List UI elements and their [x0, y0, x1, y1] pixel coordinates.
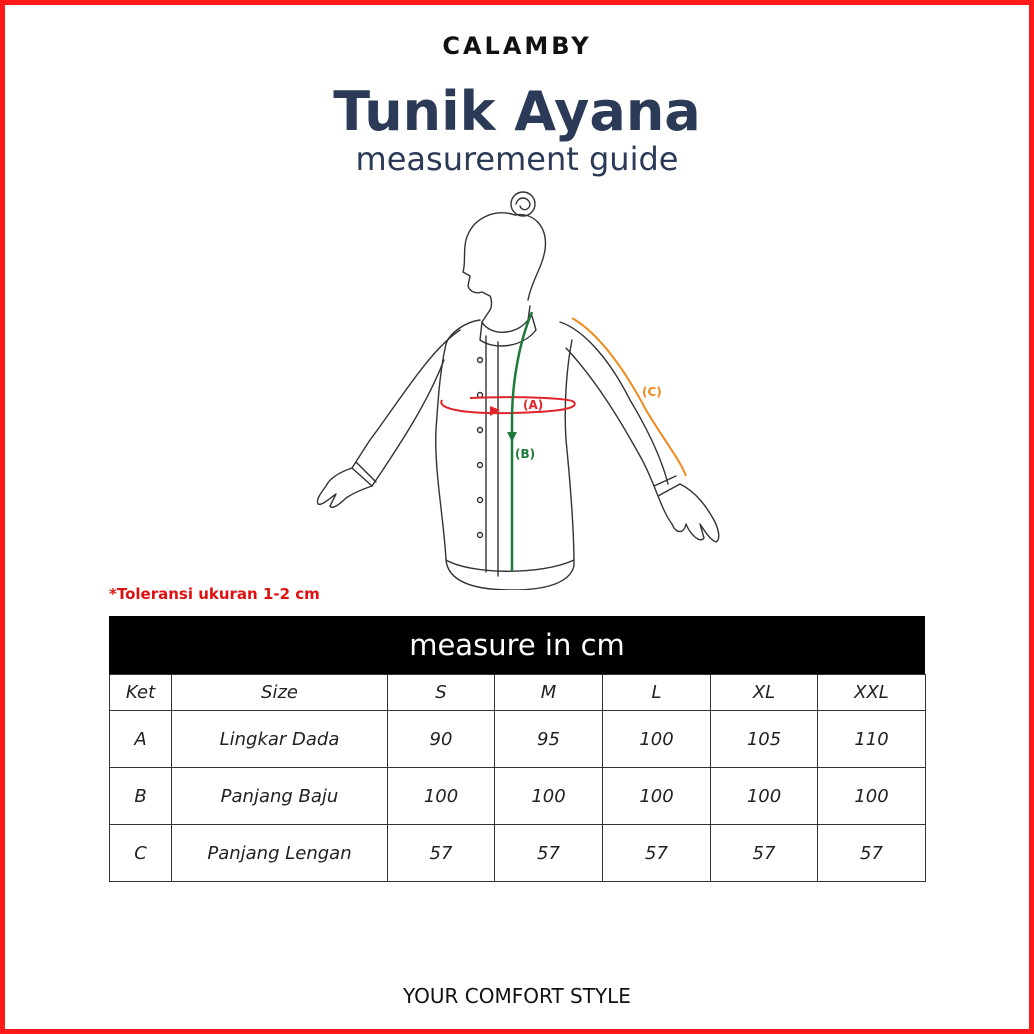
- collar: [482, 306, 530, 332]
- table-column-headers: [110, 675, 926, 711]
- cell-value: 100: [388, 768, 495, 825]
- column-header: L: [603, 675, 711, 711]
- row-key: A: [110, 711, 172, 768]
- table-row: [110, 711, 926, 768]
- cell-value: 105: [711, 711, 818, 768]
- tolerance-note: *Toleransi ukuran 1-2 cm: [109, 585, 320, 603]
- measure-a-label: (A): [523, 398, 544, 412]
- cell-value: 100: [603, 768, 711, 825]
- row-name: Panjang Baju: [172, 768, 388, 825]
- cell-value: 57: [495, 825, 603, 882]
- measure-b-label: (B): [515, 447, 536, 461]
- cell-value: 57: [711, 825, 818, 882]
- size-table: [109, 616, 925, 882]
- cell-value: 57: [603, 825, 711, 882]
- row-key: C: [110, 825, 172, 882]
- column-header: S: [388, 675, 495, 711]
- table-header: measure in cm: [109, 616, 925, 674]
- cell-value: 57: [388, 825, 495, 882]
- cell-value: 110: [818, 711, 926, 768]
- right-sleeve: [560, 322, 668, 484]
- table-row: [110, 825, 926, 882]
- table-row: [110, 768, 926, 825]
- cell-value: 100: [603, 711, 711, 768]
- column-header: Ket: [110, 675, 172, 711]
- cell-value: 100: [818, 768, 926, 825]
- page-title: Tunik Ayana: [333, 80, 701, 143]
- measure-c-label: (C): [642, 385, 662, 399]
- row-name: Lingkar Dada: [172, 711, 388, 768]
- head-outline: [463, 213, 515, 310]
- tunic-illustration: [300, 185, 740, 590]
- brand-logo: CALAMBY: [442, 32, 592, 60]
- page-subtitle: measurement guide: [355, 140, 679, 178]
- row-name: Panjang Lengan: [172, 825, 388, 882]
- column-header: Size: [172, 675, 388, 711]
- left-sleeve: [352, 330, 460, 468]
- hair-bun: [511, 192, 535, 216]
- measure-b-line: [512, 312, 532, 572]
- cell-value: 100: [495, 768, 603, 825]
- measure-a-line: [441, 397, 574, 413]
- cell-value: 100: [711, 768, 818, 825]
- column-header: XXL: [818, 675, 926, 711]
- cell-value: 90: [388, 711, 495, 768]
- column-header: XL: [711, 675, 818, 711]
- torso-left: [436, 320, 574, 590]
- right-hand: [658, 484, 719, 542]
- cell-value: 57: [818, 825, 926, 882]
- column-header: M: [495, 675, 603, 711]
- cell-value: 95: [495, 711, 603, 768]
- left-hand: [317, 468, 372, 507]
- size-table-grid: [109, 674, 926, 882]
- footer-tagline: YOUR COMFORT STYLE: [403, 984, 631, 1008]
- hair-outline: [515, 215, 545, 300]
- row-key: B: [110, 768, 172, 825]
